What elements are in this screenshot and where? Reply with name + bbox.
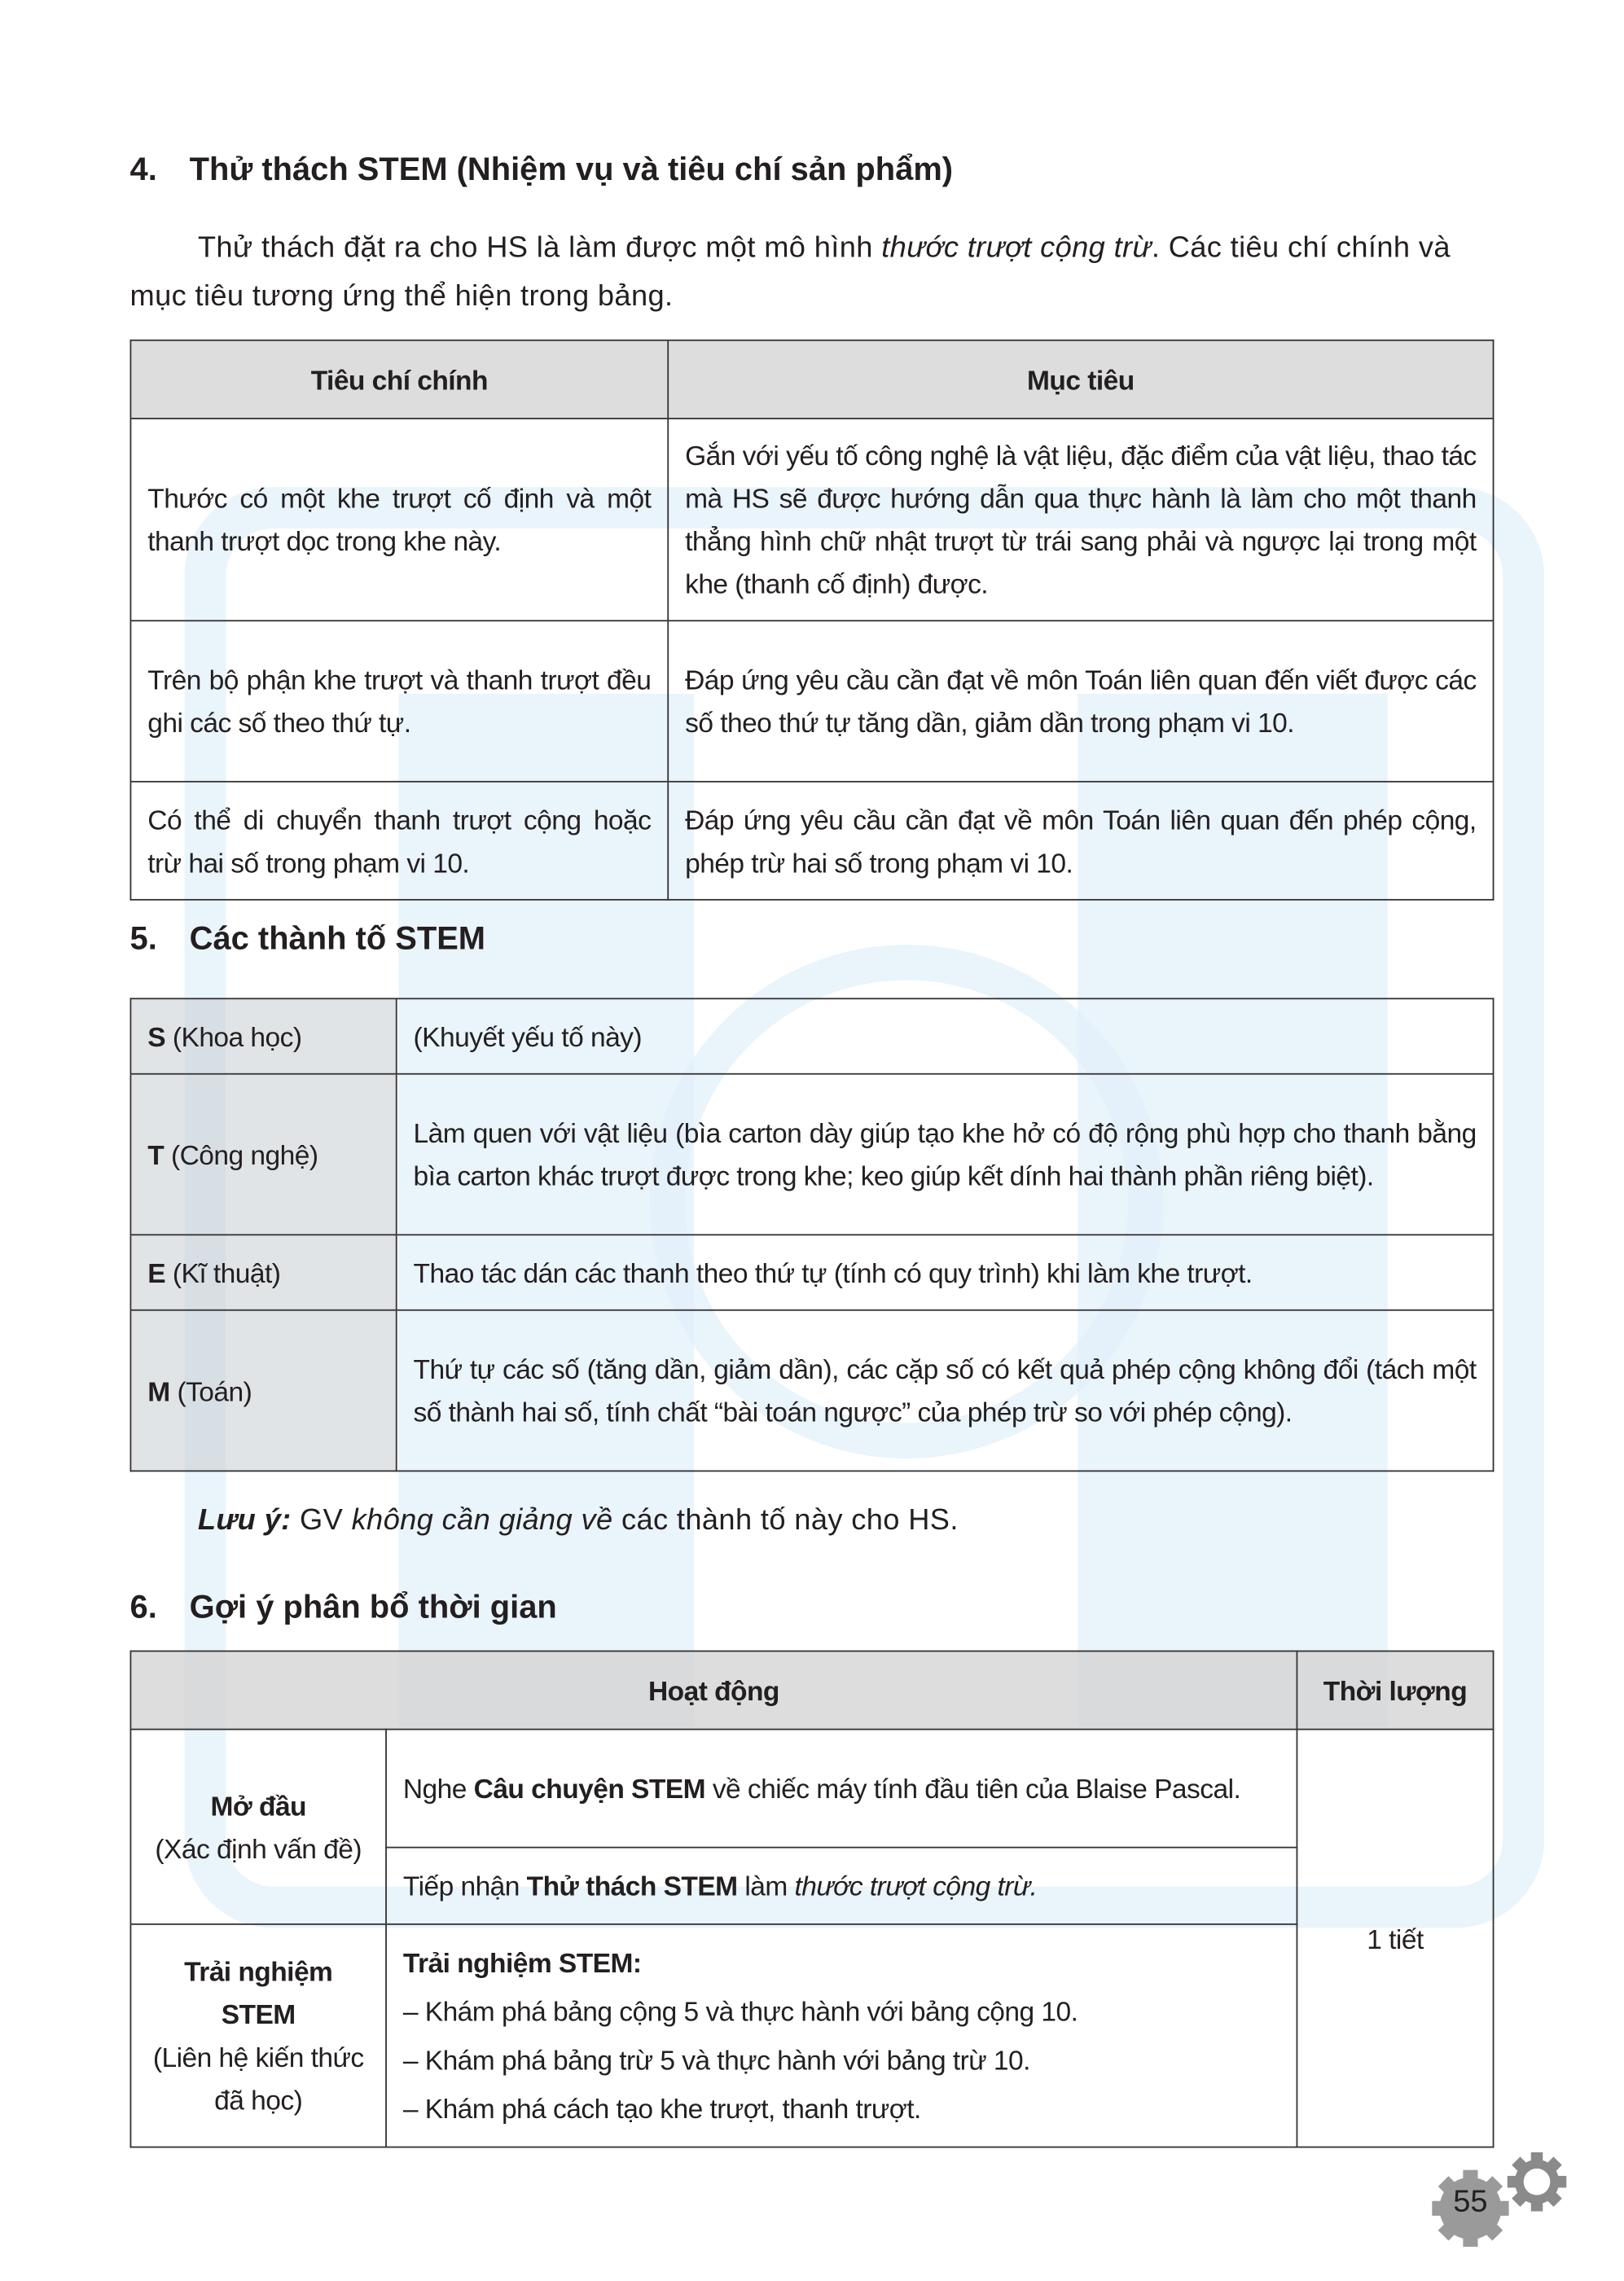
text-italic: không cần giảng về xyxy=(351,1504,613,1537)
table-row xyxy=(130,621,1493,782)
letter: M xyxy=(147,1375,170,1406)
note-label: Lưu ý: xyxy=(197,1504,292,1537)
stem-components-table xyxy=(130,998,1495,1472)
text-italic: thước trượt cộng trừ. xyxy=(794,1870,1038,1902)
cell: Đáp ứng yêu cầu cần đạt về môn Toán liên quan đến phép cộng, phép trừ hai số trong phạm vi 10. xyxy=(668,782,1493,900)
cell: Làm quen với vật liệu (bìa carton dày giúp tạo khe hở có độ rộng phù hợp cho thanh bằng bìa carton khác trượt được trong khe; keo giúp kết dính hai thành phần riêng biệt). xyxy=(397,1074,1494,1235)
table-row xyxy=(130,1310,1493,1472)
section-heading xyxy=(130,151,1495,189)
text: các thành tố này cho HS. xyxy=(612,1504,959,1537)
text: Tiếp nhận xyxy=(402,1870,527,1902)
text: về chiếc máy tính đầu tiên của Blaise Pascal. xyxy=(705,1773,1241,1805)
text-bold: Thử thách STEM xyxy=(526,1870,738,1902)
table-row xyxy=(130,419,1493,621)
column-header: Mục tiêu xyxy=(668,340,1493,419)
letter: E xyxy=(147,1257,166,1288)
cell: Thứ tự các số (tăng dần, giảm dần), các cặp số có kết quả phép cộng không đổi (tách một số thành hai số, tính chất “bài toán ngược” của phép trừ so với phép cộng). xyxy=(397,1310,1494,1472)
cell: Đáp ứng yêu cầu cần đạt về môn Toán liên quan đến viết được các số theo thứ tự tăng dần, giảm dần trong phạm vi 10. xyxy=(668,621,1493,782)
time-allocation-table xyxy=(130,1651,1495,2148)
cell: Có thể di chuyển thanh trượt cộng hoặc trừ hai số trong phạm vi 10. xyxy=(130,782,668,900)
section-number: 4. xyxy=(129,150,157,188)
label: (Khoa học) xyxy=(165,1020,302,1052)
table-row xyxy=(130,1235,1493,1309)
activity-title: Mở đầu xyxy=(210,1789,306,1821)
activity-subtitle: (Xác định vấn đề) xyxy=(155,1832,362,1864)
criteria-table xyxy=(130,340,1495,901)
list-item: – Khám phá bảng trừ 5 và thực hành với bảng trừ 10. xyxy=(402,2044,1030,2076)
text: GV xyxy=(291,1504,352,1537)
table-row xyxy=(130,998,1493,1073)
section-title: Các thành tố STEM xyxy=(189,919,486,957)
text-italic: thước trượt cộng trừ xyxy=(881,231,1152,265)
section-6 xyxy=(130,1588,1495,2147)
letter: S xyxy=(147,1020,166,1052)
activity-subtitle: (Liên hệ kiến thức đã học) xyxy=(152,2041,364,2116)
text: . Các tiêu chí chính và mục tiêu tương ứng thể hiện trong bảng. xyxy=(129,231,1451,314)
activity-heading: Trải nghiệm STEM: xyxy=(402,1946,642,1979)
table-row xyxy=(130,1074,1493,1235)
column-header: Hoạt động xyxy=(130,1652,1297,1730)
cell: Trên bộ phận khe trượt và thanh trượt đều ghi các số theo thứ tự. xyxy=(130,621,668,782)
section-title: Thử thách STEM (Nhiệm vụ và tiêu chí sản phẩm) xyxy=(189,150,954,188)
page-number: 55 xyxy=(1453,2184,1488,2219)
section-title: Gợi ý phân bổ thời gian xyxy=(189,1588,557,1625)
text: Thử thách đặt ra cho HS là làm được một mô hình xyxy=(197,231,882,265)
intro-paragraph xyxy=(130,225,1495,322)
table-row xyxy=(130,1924,1493,2147)
small-gear-icon xyxy=(1506,2151,1568,2213)
section-heading xyxy=(130,919,1495,958)
column-header: Tiêu chí chính xyxy=(130,340,668,419)
activity-title: Trải nghiệm STEM xyxy=(184,1955,333,2030)
list-item: – Khám phá cách tạo khe trượt, thanh trượt. xyxy=(402,2093,921,2125)
section-4 xyxy=(130,151,1495,901)
section-number: 6. xyxy=(129,1588,157,1625)
cell: Gắn với yếu tố công nghệ là vật liệu, đặc điểm của vật liệu, thao tác mà HS sẽ được hướng dẫn qua thực hành là làm cho một thanh thẳng hình chữ nhật trượt từ trái sang phải và ngược lại trong một khe (thanh cố định) được. xyxy=(668,419,1493,621)
note xyxy=(130,1497,1495,1546)
text-bold: Câu chuyện STEM xyxy=(473,1773,706,1805)
cell: Thao tác dán các thanh theo thứ tự (tính có quy trình) khi làm khe trượt. xyxy=(397,1235,1494,1309)
section-5 xyxy=(130,919,1495,1546)
list-item: – Khám phá bảng cộng 5 và thực hành với bảng cộng 10. xyxy=(402,1995,1078,2027)
cell: (Khuyết yếu tố này) xyxy=(397,998,1494,1073)
cell: Thước có một khe trượt cố định và một thanh trượt dọc trong khe này. xyxy=(130,419,668,621)
table-row xyxy=(130,1730,1493,1848)
duration: 1 tiết xyxy=(1297,1730,1493,2147)
section-heading xyxy=(130,1588,1495,1626)
text: Nghe xyxy=(402,1773,474,1805)
column-header: Thời lượng xyxy=(1297,1652,1493,1730)
table-row xyxy=(130,782,1493,900)
label: (Kĩ thuật) xyxy=(165,1257,281,1288)
section-number: 5. xyxy=(129,919,157,957)
label: (Toán) xyxy=(169,1375,252,1406)
text: làm xyxy=(737,1870,795,1902)
label: (Công nghệ) xyxy=(164,1138,318,1170)
letter: T xyxy=(147,1138,165,1170)
